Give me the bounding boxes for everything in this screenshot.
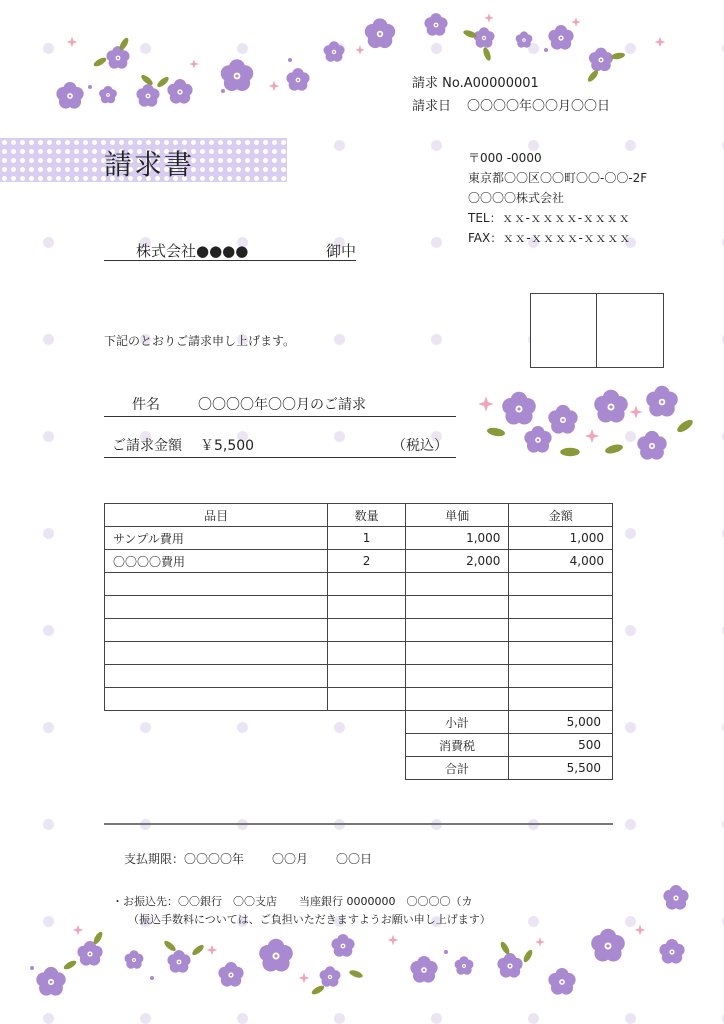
empty-cell [328, 573, 406, 596]
empty-cell [509, 665, 613, 688]
empty-cell [509, 688, 613, 711]
stamp-box [530, 293, 664, 368]
empty-cell [105, 573, 328, 596]
table-row-empty [105, 665, 613, 688]
header-amount: 金額 [509, 504, 613, 527]
footer-divider [104, 823, 613, 825]
header-unit-price: 単価 [405, 504, 509, 527]
due-month: 〇〇月 [272, 852, 309, 866]
empty-cell [105, 642, 328, 665]
empty-cell [509, 642, 613, 665]
table-row-empty [105, 596, 613, 619]
subtotal-row [406, 711, 613, 734]
table-row-empty [105, 642, 613, 665]
subject-row [104, 392, 456, 417]
item-quantity: 2 [328, 550, 406, 573]
side-flower-cluster [478, 386, 694, 460]
header-quantity: 数量 [328, 504, 406, 527]
empty-cell [328, 688, 406, 711]
empty-cell [105, 688, 328, 711]
item-amount: 1,000 [509, 527, 613, 550]
transfer-fee-note: （振込手数料については、ご負担いただきますようお願い申し上げます） [128, 913, 491, 926]
empty-cell [328, 596, 406, 619]
recipient-line [104, 240, 356, 261]
invoice-date [412, 95, 610, 114]
table-header-row [105, 504, 613, 527]
total-row [406, 757, 613, 780]
item-amount: 4,000 [509, 550, 613, 573]
item-unit-price: 1,000 [405, 527, 509, 550]
due-year: 支払期限：〇〇〇〇年 [124, 852, 245, 866]
recipient-honorific: 御中 [325, 242, 356, 260]
empty-cell [405, 665, 509, 688]
empty-cell [509, 573, 613, 596]
empty-cell [405, 596, 509, 619]
tax-label: 消費税 [406, 734, 509, 757]
items-table [104, 503, 613, 711]
subject-value: 〇〇〇〇年〇〇月のご請求 [198, 397, 366, 413]
empty-cell [328, 642, 406, 665]
subtotal-value: 5,000 [509, 711, 613, 734]
empty-cell [405, 642, 509, 665]
invoice-date-label: 請求日 [412, 99, 452, 114]
table-row [105, 527, 613, 550]
invoice-date-value: 〇〇〇〇年〇〇月〇〇日 [467, 99, 611, 114]
total-label: 合計 [406, 757, 509, 780]
total-value: 5,500 [509, 757, 613, 780]
amount-due-value: ￥5,500 [200, 438, 255, 454]
item-name: サンプル費用 [105, 527, 328, 550]
table-row [105, 550, 613, 573]
table-row-empty [105, 573, 613, 596]
table-row-empty [105, 619, 613, 642]
amount-due-label: ご請求金額 [112, 438, 182, 454]
tax-included-note: （税込） [392, 438, 448, 454]
recipient-name: 株式会社●●●● [136, 242, 249, 260]
item-unit-price: 2,000 [405, 550, 509, 573]
header-item: 品目 [105, 504, 328, 527]
invoice-number [412, 72, 539, 91]
bank-transfer-info: ・お振込先：〇〇銀行 〇〇支店 当座銀行 0000000 〇〇〇〇（カ [112, 895, 473, 908]
empty-cell [328, 665, 406, 688]
sender-tel: TEL：ｘｘ-ｘｘｘｘ-ｘｘｘｘ [468, 211, 631, 225]
intro-text: 下記のとおりご請求申し上げます。 [104, 334, 296, 348]
item-name: 〇〇〇〇費用 [105, 550, 328, 573]
empty-cell [105, 619, 328, 642]
subtotal-label: 小計 [406, 711, 509, 734]
item-quantity: 1 [328, 527, 406, 550]
tax-value: 500 [509, 734, 613, 757]
payment-due [124, 850, 372, 867]
invoice-number-value: A00000001 [463, 76, 539, 91]
sender-address: 東京都〇〇区〇〇町〇〇-〇〇-2F [468, 171, 648, 185]
empty-cell [405, 619, 509, 642]
sender-postal: 〒000 -0000 [468, 151, 542, 165]
table-row-empty [105, 688, 613, 711]
sender-company: 〇〇〇〇株式会社 [468, 191, 565, 205]
empty-cell [328, 619, 406, 642]
empty-cell [509, 596, 613, 619]
amount-due-row [104, 433, 456, 458]
tax-row [406, 734, 613, 757]
empty-cell [105, 596, 328, 619]
empty-cell [405, 573, 509, 596]
empty-cell [405, 688, 509, 711]
subject-label: 件名 [132, 397, 160, 413]
empty-cell [105, 665, 328, 688]
totals-table [405, 710, 613, 780]
due-day: 〇〇日 [336, 852, 373, 866]
sender-block [468, 148, 647, 248]
empty-cell [509, 619, 613, 642]
stamp-divider [596, 294, 597, 367]
sender-fax: FAX：ｘｘ-ｘｘｘｘ-ｘｘｘｘ [468, 231, 631, 245]
page-title: 請求書 [104, 148, 195, 181]
invoice-number-label: 請求 No. [412, 76, 464, 91]
